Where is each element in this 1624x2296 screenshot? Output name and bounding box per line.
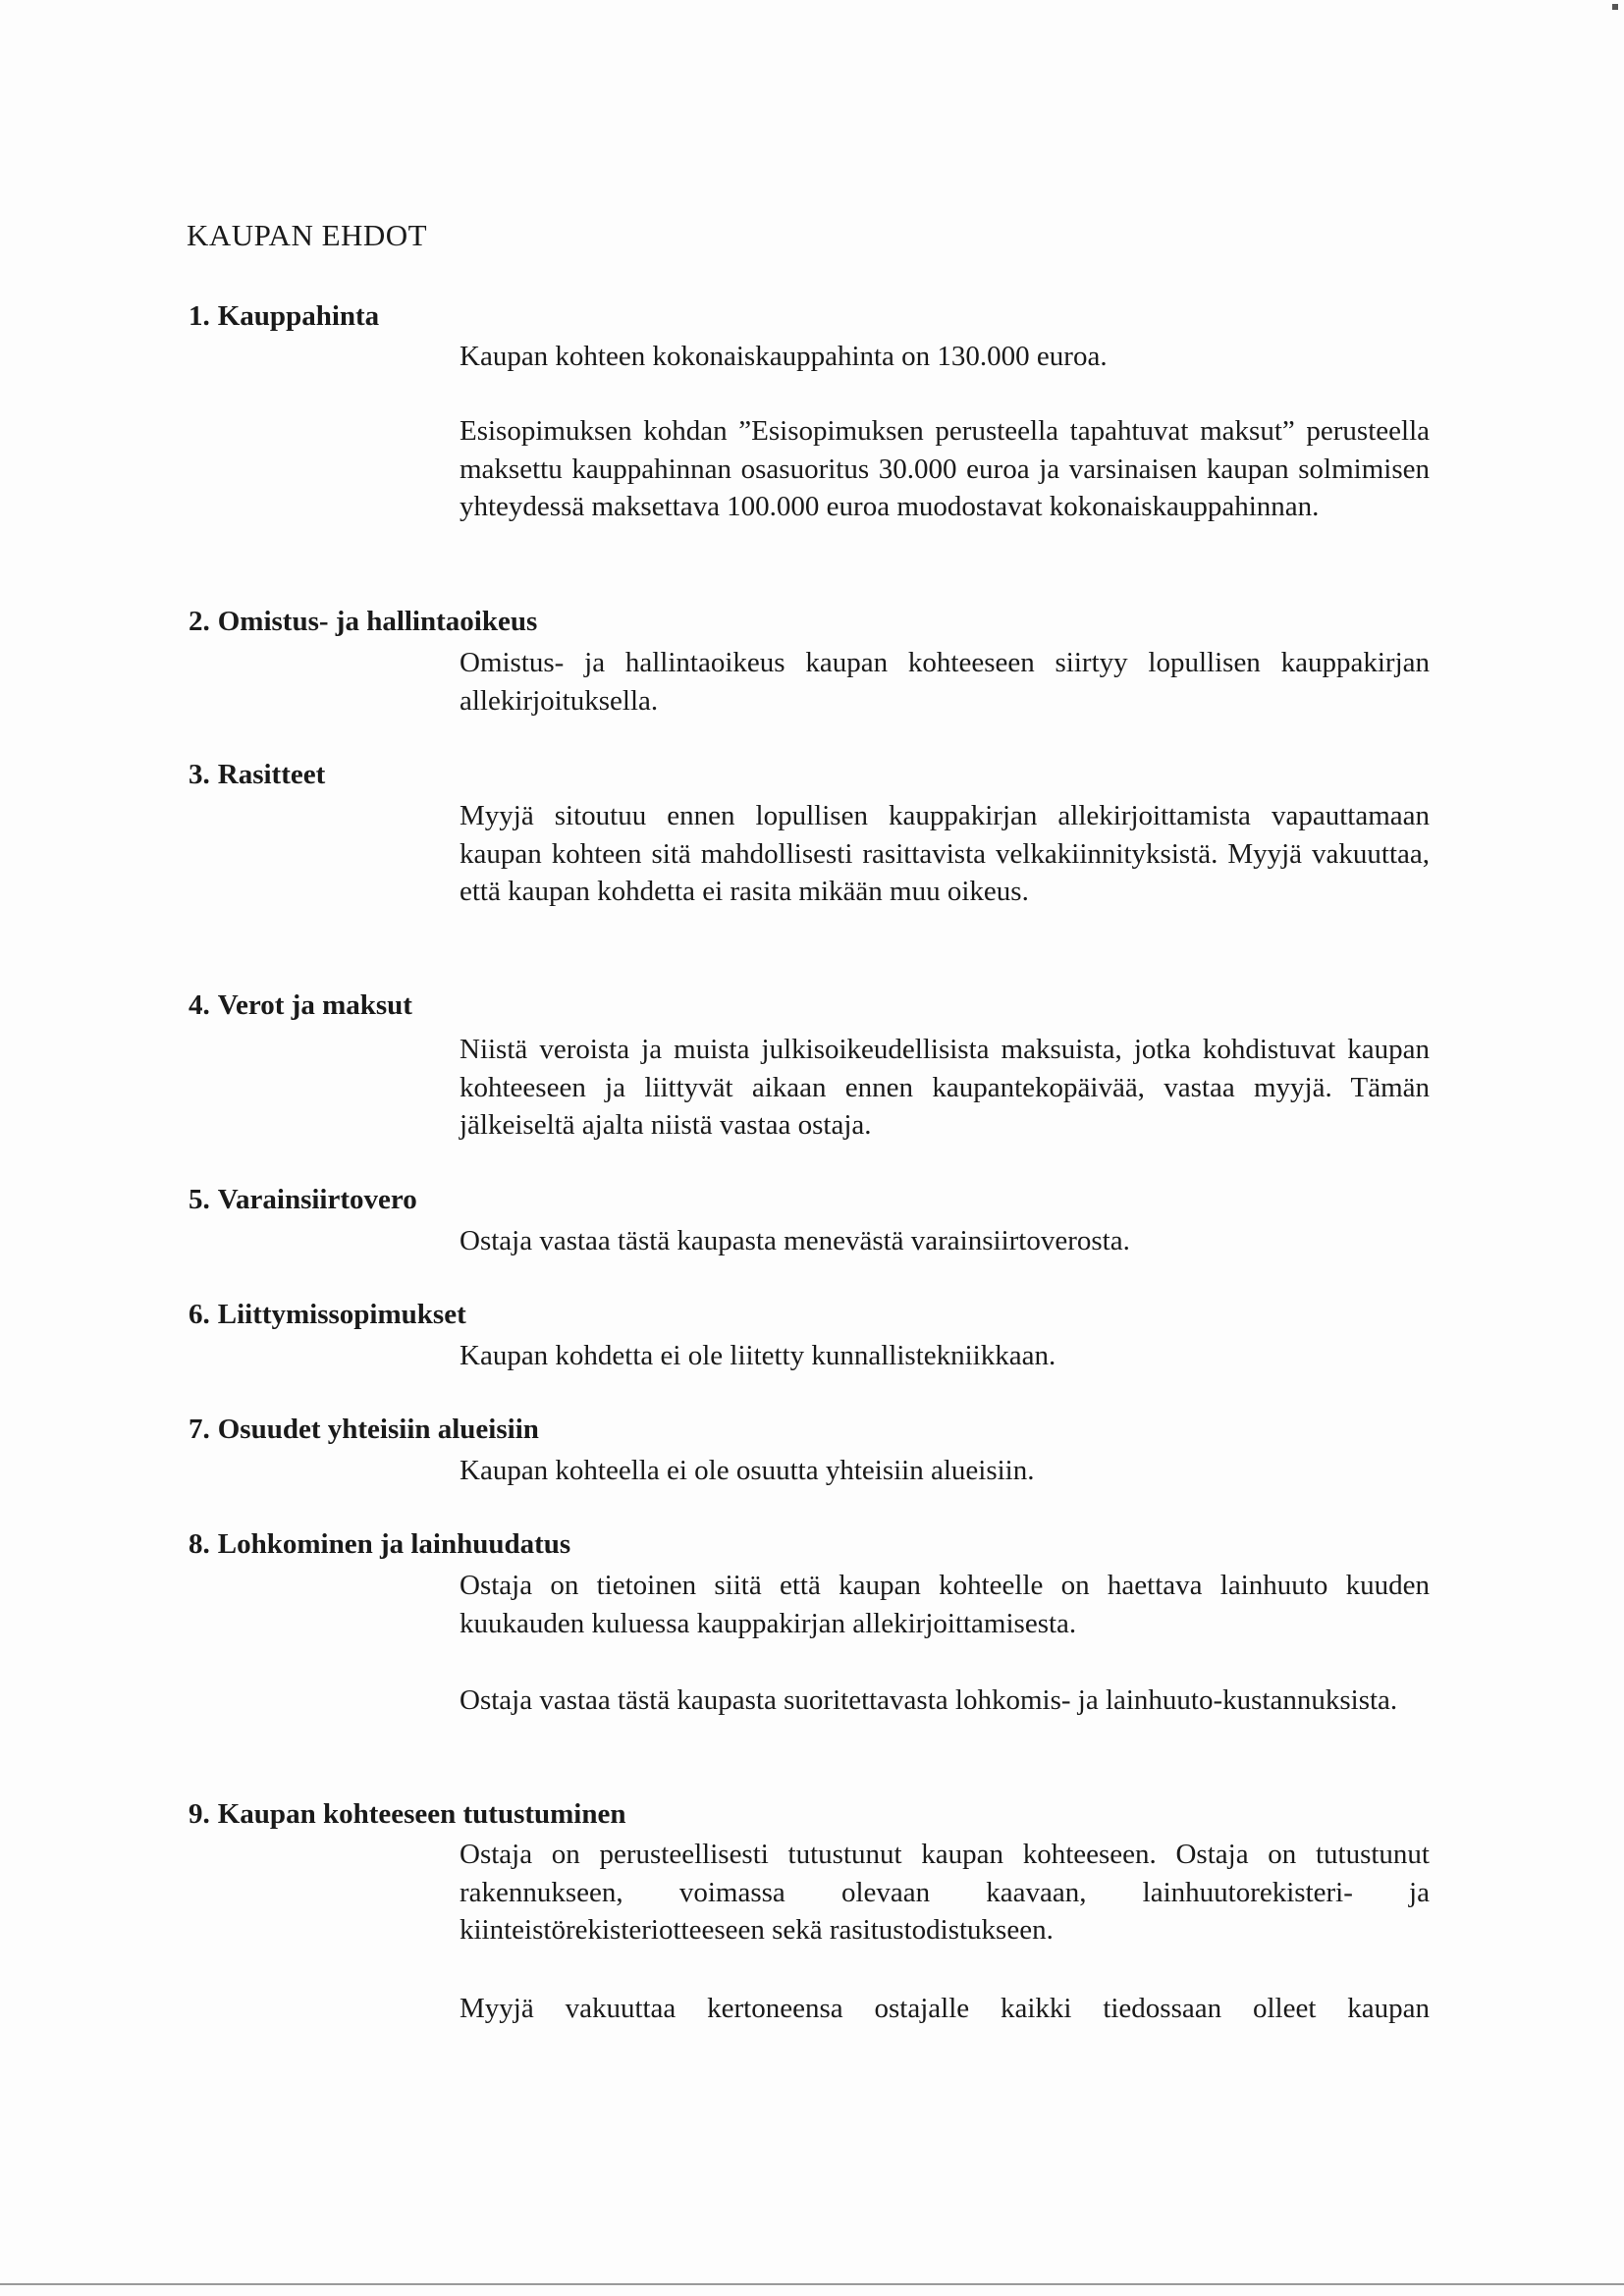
section-title: Osuudet yhteisiin alueisiin — [217, 1414, 539, 1445]
section-4-paragraph-1: Niistä veroista ja muista julkisoikeudellisista maksuista, jotka kohdistuvat kaupan kohteeseen ja liittyvät aikaan ennen kaupantekopäivää, vastaa myyjä. Tämän jälkeiseltä ajalta niistä vastaa ostaja. — [460, 1034, 1430, 1141]
document-title: KAUPAN EHDOT — [187, 218, 428, 252]
section-2-paragraph-1: Omistus- ja hallintaoikeus kaupan kohteeseen siirtyy lopullisen kauppakirjan allekirjoituksella. — [460, 647, 1430, 717]
section-title: Verot ja maksut — [217, 989, 412, 1021]
section-heading-5 — [189, 1184, 417, 1216]
section-number: 7. — [189, 1414, 210, 1445]
section-title: Kaupan kohteeseen tutustuminen — [217, 1798, 626, 1830]
section-3-paragraph-1: Myyjä sitoutuu ennen lopullisen kauppakirjan allekirjoittamista vapauttamaan kaupan kohteen sitä mahdollisesti rasittavista velkakiinnityksistä. Myyjä vakuuttaa, että kaupan kohdetta ei rasita mikään muu oikeus. — [460, 800, 1430, 907]
section-9-paragraph-1: Ostaja on perusteellisesti tutustunut kaupan kohteeseen. Ostaja on tutustunut rakennukseen, voimassa olevaan kaavaan, lainhuutorekisteri- ja kiinteistörekisteriotteeseen sekä rasitustodistukseen. — [460, 1839, 1430, 1946]
section-heading-3 — [189, 759, 325, 791]
section-title: Varainsiirtovero — [217, 1184, 417, 1215]
section-title: Liittymissopimukset — [217, 1299, 466, 1330]
section-heading-9 — [189, 1798, 626, 1831]
section-number: 1. — [189, 300, 210, 332]
section-number: 8. — [189, 1528, 210, 1560]
section-number: 5. — [189, 1184, 210, 1215]
page-bottom-edge — [0, 2283, 1624, 2285]
section-1-paragraph-1: Kaupan kohteen kokonaiskauppahinta on 130.000 euroa. — [460, 341, 1108, 372]
section-number: 2. — [189, 606, 210, 637]
section-number: 4. — [189, 989, 210, 1021]
section-heading-8 — [189, 1528, 570, 1561]
section-number: 6. — [189, 1299, 210, 1330]
section-5-paragraph-1: Ostaja vastaa tästä kaupasta menevästä varainsiirtoverosta. — [460, 1225, 1130, 1256]
section-number: 3. — [189, 759, 210, 790]
section-heading-7 — [189, 1414, 539, 1446]
section-7-paragraph-1: Kaupan kohteella ei ole osuutta yhteisiin alueisiin. — [460, 1455, 1035, 1486]
section-title: Omistus- ja hallintaoikeus — [217, 606, 538, 637]
section-title: Rasitteet — [217, 759, 326, 790]
section-title: Kauppahinta — [217, 300, 380, 332]
section-heading-6 — [189, 1299, 466, 1331]
section-heading-4 — [189, 989, 412, 1022]
scan-mark — [1612, 4, 1618, 10]
section-8-paragraph-1: Ostaja on tietoinen siitä että kaupan kohteelle on haettava lainhuuto kuuden kuukauden kuluessa kauppakirjan allekirjoittamisesta. — [460, 1570, 1430, 1639]
section-8-paragraph-2: Ostaja vastaa tästä kaupasta suoritettavasta lohkomis- ja lainhuuto-kustannuksista. — [460, 1684, 1398, 1716]
section-6-paragraph-1: Kaupan kohdetta ei ole liitetty kunnallistekniikkaan. — [460, 1340, 1056, 1371]
section-title: Lohkominen ja lainhuudatus — [217, 1528, 571, 1560]
section-heading-1 — [189, 300, 379, 333]
section-number: 9. — [189, 1798, 210, 1830]
section-9-paragraph-2: Myyjä vakuuttaa kertoneensa ostajalle kaikki tiedossaan olleet kaupan — [460, 1993, 1430, 2024]
section-1-paragraph-2: Esisopimuksen kohdan ”Esisopimuksen perusteella tapahtuvat maksut” perusteella maksettu kauppahinnan osasuoritus 30.000 euroa ja varsinaisen kaupan solmimisen yhteydessä maksettava 100.000 euroa muodostavat kokonaiskauppahinnan. — [460, 415, 1430, 522]
section-heading-2 — [189, 606, 537, 638]
